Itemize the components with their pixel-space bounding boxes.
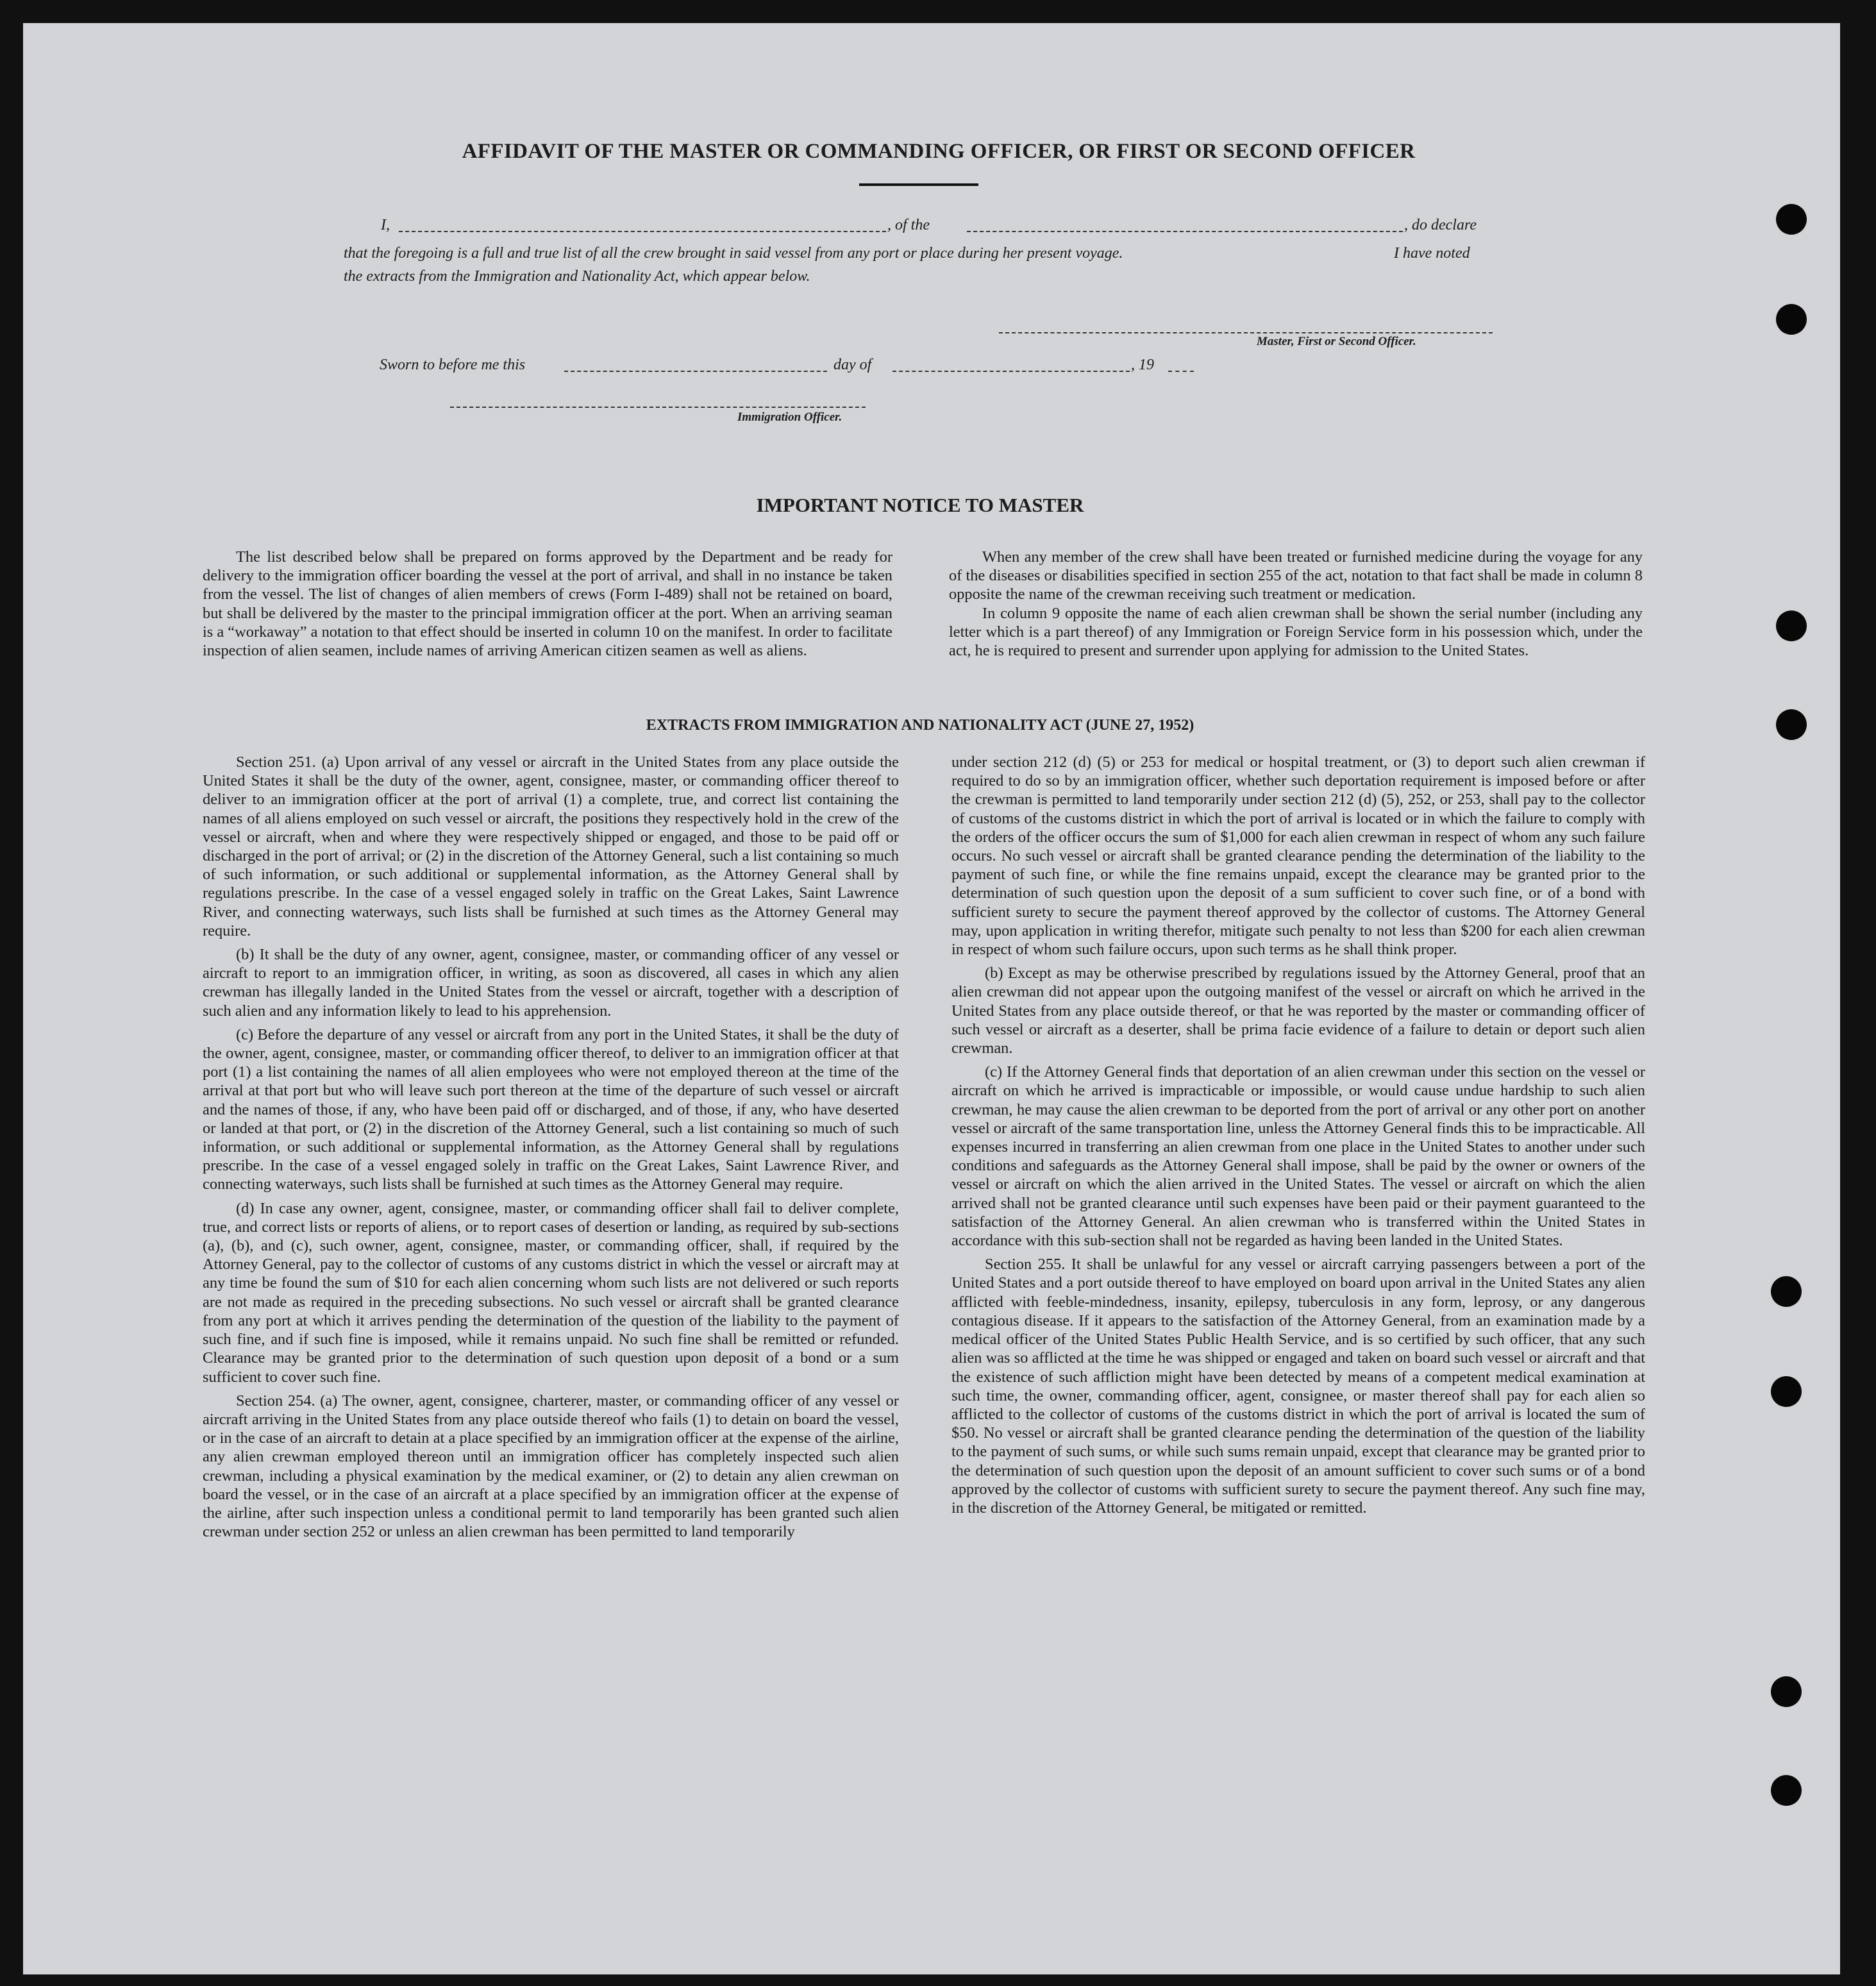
binder-hole-8 [1771,1775,1802,1806]
binder-hole-1 [1776,204,1807,235]
section-251d: (d) In case any owner, agent, consignee, master, or commanding officer shall fail to deliver complete, true, and correct lists or reports of aliens, or to report cases of desertion or landing, as required by sub-sections (a), (b), and (c), such owner, agent, consignee, master, or commanding officer, shall, if required by the Attorney General, pay to the collector of customs of any customs district in which the vessel or aircraft may at any time be found the sum of $10 for each alien concerning whom such lists are not delivered or such reports are not made as required in the preceding subsections. No such vessel or aircraft shall be granted clearance from any port at which it arrives pending the determination of the question of the liability to the payment of such fine, and if such fine is imposed, while it remains unpaid. No such fine shall be remitted or refunded. Clearance may be granted prior to the determination of such question upon deposit of a bond or a sum sufficient to cover such fine. [203,1199,899,1386]
extracts-right-column [951,753,1645,1522]
section-251c: (c) Before the departure of any vessel or aircraft from any port in the United States, it shall be the duty of the owner, agent, consignee, master, or commanding officer thereof, to deliver to an immigration officer at that port (1) a list containing the names of all alien employees who were not employed thereon at the time of the arrival at that port but who will leave such port thereon at the time of the departure of such vessel or aircraft and the names of those, if any, who have been paid off or discharged, and of those, if any, who have deserted or landed at that port, or (2) in the discretion of the Attorney General, such a list containing so much of such information, or such additional or supplemental information, as the Attorney General shall by regulations prescribe. In the case of a vessel engaged solely in traffic on the Great Lakes, Saint Lawrence River, and connecting waterways, such lists shall be furnished at such times as the Attorney General may require. [203,1025,899,1193]
section-254c: (c) If the Attorney General finds that deportation of an alien crewman under this section on the vessel or aircraft on which he arrived is impracticable or impossible, or would cause undue hardship to such alien crewman, he may cause the alien crewman to be deported from the port of arrival or any other port on another vessel or aircraft of the same transportation line, unless the Attorney General finds this to be impracticable. All expenses incurred in transferring an alien crewman from one place in the United States to another under such conditions and safeguards as the Attorney General shall impose, shall be paid by the owner or owners of the vessel or aircraft on which the alien arrived in the United States. The vessel or aircraft on which the alien arrived shall not be granted clearance until such expenses have been paid or their payment guaranteed to the satisfaction of the Attorney General. An alien crewman who is transferred within the United States in accordance with this sub-section shall not be regarded as having been landed in the United States. [951,1063,1645,1250]
section-251a: Section 251. (a) Upon arrival of any vessel or aircraft in the United States from any place outside the United States it shall be the duty of the owner, agent, consignee, master, or commanding officer thereof to deliver to an immigration officer at the port of arrival (1) a complete, true, and correct list containing the names of all aliens employed on such vessel or aircraft, the positions they respectively hold in the crew of the vessel or aircraft, when and where they were respectively shipped or engaged, and those to be paid off or discharged in the port of arrival; or (2) in the discretion of the Attorney General, such a list containing so much of such information, or such additional or supplemental information, as the Attorney General shall by regulations prescribe. In the case of a vessel engaged solely in traffic on the Great Lakes, Saint Lawrence River, and connecting waterways, such lists shall be furnished at such times as the Attorney General may require. [203,753,899,939]
binder-hole-5 [1771,1276,1802,1307]
affidavit-i-label: I, [381,217,390,233]
month-line [892,371,1130,372]
extracts-title: EXTRACTS FROM IMMIGRATION AND NATIONALITY ACT (JUNE 27, 1952) [646,717,1194,734]
binder-hole-7 [1771,1676,1802,1707]
notice-right-column [949,548,1643,665]
name-line [399,231,886,232]
master-signature-line [999,332,1493,333]
affidavit-line-3: the extracts from the Immigration and Nationality Act, which appear below. [344,268,810,285]
officer-signature-line [450,407,866,408]
section-254a: Section 254. (a) The owner, agent, consignee, charterer, master, or commanding officer of any vessel or aircraft arriving in the United States from any place outside thereof who fails (1) to detain on board the vessel, or in the case of an aircraft to detain at a place specified by an immigration officer at the expense of the airline, any alien crewman employed thereon until an immigration officer has completely inspected such alien crewman, including a physical examination by the medical examiner, or (2) to detain any alien crewman on board the vessel, or in the case of an aircraft at a place specified by an immigration officer at the expense of the airline, after such inspection unless a conditional permit to land temporarily has been granted such alien crewman under section 252 or unless an alien crewman has been permitted to land temporarily [203,1392,899,1541]
officer-caption: Immigration Officer. [737,410,842,424]
have-noted-text: I have noted [1394,245,1470,262]
notice-left-column [203,548,892,665]
binder-hole-2 [1776,304,1807,335]
sworn-day-line [564,371,827,372]
extracts-left-column [203,753,899,1546]
year-line [1168,371,1194,372]
notice-right-para-1: When any member of the crew shall have been treated or furnished medicine during the voyage for any of the diseases or disabilities specified in section 255 of the act, notation to that fact shall be made in column 8 opposite the name of the crewman receiving such treatment or medication. [949,548,1643,603]
year-label: , 19 [1131,357,1154,373]
notice-left-text: The list described below shall be prepared on forms approved by the Department and be ready for delivery to the immigration officer boarding the vessel at the port of arrival, and shall in no instance be taken from the vessel. The list of changes of alien members of crews (Form I-489) shall not be retained on board, but shall be delivered by the master to the principal immigration officer at the port. When an arriving seaman is a “workaway” a notation to that effect should be inserted in column 10 on the manifest. In order to facilitate inspection of alien seamen, include names of arriving American citizen seamen as well as aliens. [203,548,892,660]
sworn-label: Sworn to before me this [380,357,526,373]
do-declare-label: , do declare [1404,217,1477,233]
notice-title: IMPORTANT NOTICE TO MASTER [756,494,1084,516]
section-254b: (b) Except as may be otherwise prescribed by regulations issued by the Attorney General, proof that an alien crewman did not appear upon the outgoing manifest of the vessel or aircraft on which he arrived in the United States from any place outside thereof, or that he was reported by the master or commanding officer of such vessel or aircraft as a deserter, shall be prima facie evidence of a failure to detain or deport such alien crewman. [951,964,1645,1057]
vessel-line [967,231,1403,232]
binder-hole-3 [1776,610,1807,641]
day-of-label: day of [833,357,872,373]
section-251b: (b) It shall be the duty of any owner, agent, consignee, master, or commanding officer of any vessel or aircraft to report to an immigration officer, in writing, as soon as discovered, all cases in which any alien crewman has illegally landed in the United States from the vessel or aircraft, together with a description of such alien and any information likely to lead to his apprehension. [203,946,899,1020]
binder-hole-6 [1771,1376,1802,1407]
of-the-label: , of the [887,217,930,233]
section-255: Section 255. It shall be unlawful for any vessel or aircraft carrying passengers between a port of the United States and a port outside thereof to have employed on board upon arrival in the United States any alien afflicted with feeble-mindedness, insanity, epilepsy, tuberculosis in any form, leprosy, or any dangerous contagious disease. If it appears to the satisfaction of the Attorney General, from an examination made by a medical officer of the United States Public Health Service, and is so certified by such officer, that any such alien was so afflicted at the time he was shipped or engaged and taken on board such vessel or aircraft and that the existence of such affliction might have been detected by means of a competent medical examination at such time, the owner, commanding officer, agent, consignee, or master thereof shall pay for each alien so afflicted to the collector of customs of the customs district in which the port of arrival is located the sum of $50. No vessel or aircraft shall be granted clearance pending the determination of the question of the liability to the payment of such sums, or while such sums remain unpaid, except that clearance may be granted prior to the determination of such question upon the deposit of an amount sufficient to cover such sums or of a bond approved by the collector of customs with sufficient surety to secure the payment thereof. Any such fine may, in the discretion of the Attorney General, be mitigated or remitted. [951,1256,1645,1517]
affidavit-line-2: that the foregoing is a full and true list of all the crew brought in said vessel from any port or place during her present voyage. [344,245,1123,262]
section-254a-continued: under section 212 (d) (5) or 253 for medical or hospital treatment, or (3) to deport such alien crewman if required to do so by an immigration officer, whether such deportation requirement is imposed before or after the crewman is permitted to land temporarily under section 212 (d) (5), 252, or 253, shall pay to the collector of customs of the customs district in which the port of arrival is located or in which the failure to comply with the orders of the officer occurs the sum of $1,000 for each alien crewman in respect of whom any such failure occurs. No such vessel or aircraft shall be granted clearance pending the determination of the liability to the payment of such fine, or while the fine remains unpaid, except the clearance may be granted prior to the determination of such question upon the deposit of a sum sufficient to cover such fine, or of a bond with sufficient surety to secure the payment thereof approved by the collector of customs. The Attorney General may, upon application in writing therefor, mitigate such penalty to not less than $200 for each alien crewman in respect of whom such failure occurs, upon such terms as he shall think proper. [951,753,1645,959]
title-underline [859,183,978,186]
affidavit-title: AFFIDAVIT OF THE MASTER OR COMMANDING OFFICER, OR FIRST OR SECOND OFFICER [462,140,1416,163]
notice-right-para-2: In column 9 opposite the name of each alien crewman shall be shown the serial number (including any letter which is a part thereof) of any Immigration or Foreign Service form in his possession which, under the act, he is required to present and surrender upon applying for admission to the United States. [949,604,1643,660]
master-caption: Master, First or Second Officer. [1257,335,1416,348]
